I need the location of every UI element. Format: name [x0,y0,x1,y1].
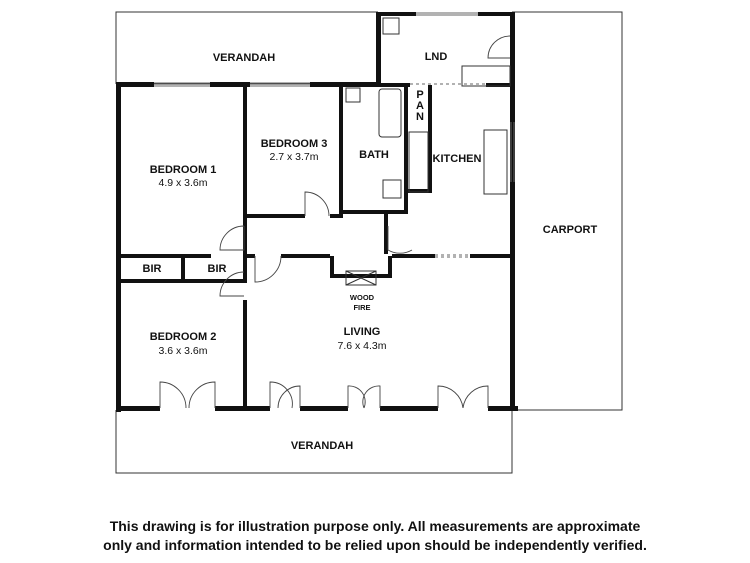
basin-icon [346,88,360,102]
fixtures [330,18,510,285]
bir-left-label: BIR [142,263,162,275]
laundry-label: LND [424,51,448,63]
pantry-letter-n: N [416,111,424,123]
bedroom3-label: BEDROOM 3 [260,138,328,150]
wood-fire-label-line2: FIRE [353,303,371,312]
bedroom2-label: BEDROOM 2 [149,331,217,343]
pantry-letter-a: A [416,100,424,112]
living-size: 7.6 x 4.3m [337,340,387,352]
carport-label: CARPORT [542,224,598,236]
bir-right-label: BIR [207,263,227,275]
bathtub-icon [379,89,401,137]
disclaimer [0,517,750,555]
pantry-letter-p: P [416,89,424,101]
bedroom2-size: 3.6 x 3.6m [158,345,208,357]
kitchen-sink-bench-icon [484,130,507,194]
verandah-top-label: VERANDAH [212,52,276,64]
bedroom1-size: 4.9 x 3.6m [158,177,208,189]
windows [154,13,514,257]
stove-bench-icon [409,132,428,192]
disclaimer-line-1: This drawing is for illustration purpose only. All measurements are approximate [109,518,641,534]
disclaimer-line-2: only and information intended to be relied upon should be independently verified. [103,537,647,553]
bedroom3-size: 2.7 x 3.7m [269,151,319,163]
door-swings [160,36,510,408]
wood-fire-label-line1: WOOD [349,293,375,302]
bath-label: BATH [359,149,389,161]
carport-area [512,12,622,410]
living-label: LIVING [343,326,381,338]
verandah-bottom-label: VERANDAH [290,440,354,452]
laundry-tub-icon [383,18,399,34]
verandah-top-area [116,12,378,84]
kitchen-label: KITCHEN [432,153,482,165]
bedroom1-label: BEDROOM 1 [149,164,217,176]
toilet-icon [383,180,401,198]
